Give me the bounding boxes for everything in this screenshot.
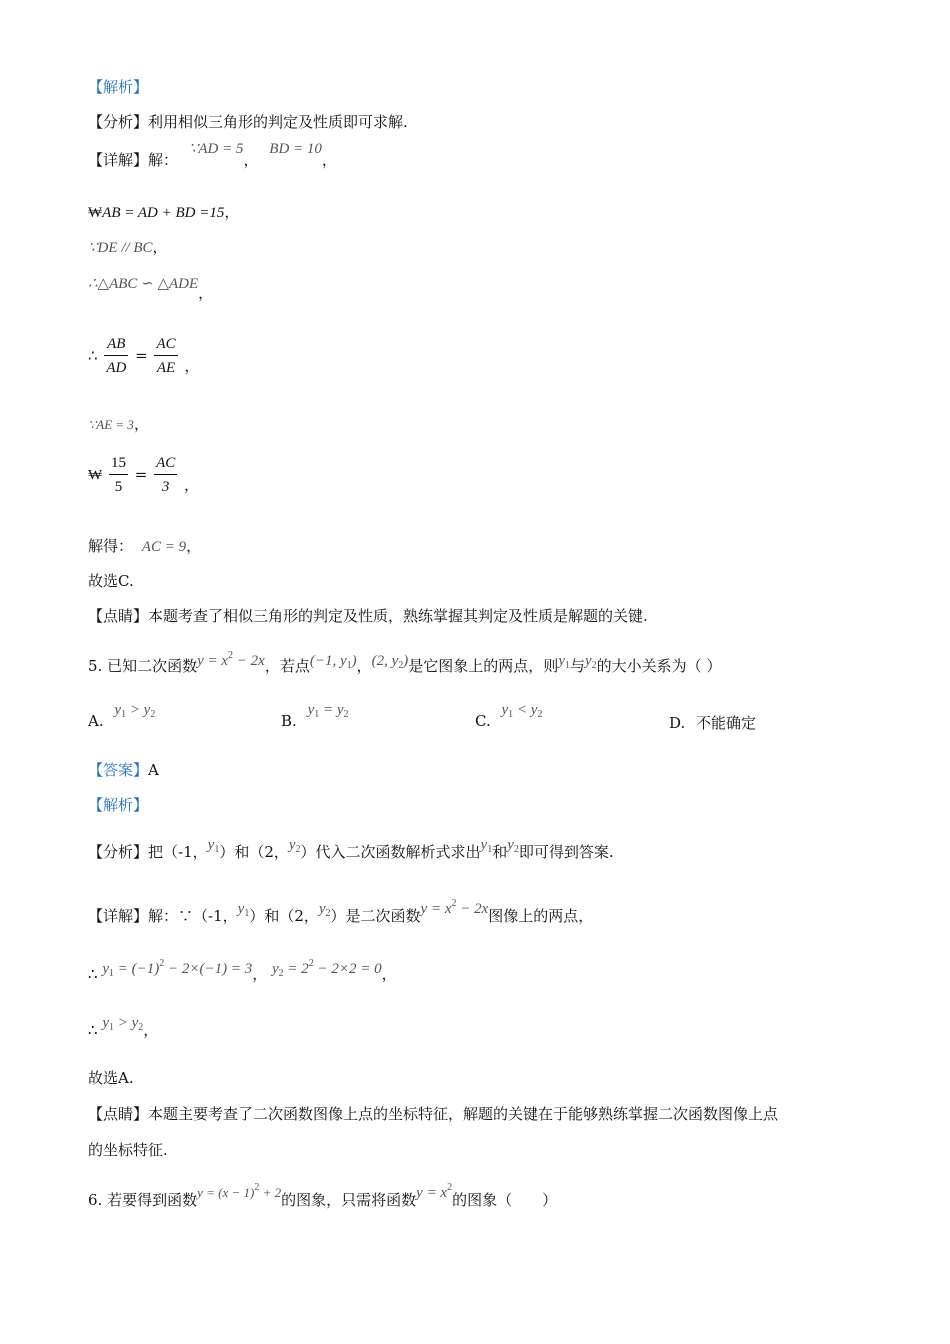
q5-fenxi-part1: 把（-1，: [148, 843, 208, 861]
q5-xiangjie-part2: ）和（2，: [249, 907, 319, 925]
step-ab: AB = AD + BD =15: [102, 205, 225, 221]
q5-fenxi-part5: 即可得到答案.: [518, 843, 614, 861]
dianjing-text: 本题考查了相似三角形的判定及性质，熟练掌握其判定及性质是解题的关键.: [148, 607, 648, 625]
option-d-text: 不能确定: [696, 714, 757, 732]
q6-stem-part3: 的图象（ ）: [452, 1191, 558, 1209]
q5-point1: (−1, $y_1$): [309, 653, 357, 671]
q5-option-d[interactable]: [669, 712, 756, 733]
q5-jiexi-heading: [88, 795, 148, 815]
step-parallel-line: ∵DE // BC，: [88, 238, 168, 256]
fenxi-line: [88, 112, 408, 132]
option-b-label: B.: [281, 712, 297, 730]
frac1-num: AB: [104, 333, 128, 356]
q5-fenxi-line: 【分析】把（-1，$y_1$）和（2，$y_2$）代入二次函数解析式求出$y_1$和$y_2$即可得到答案.: [88, 837, 614, 861]
option-c-math: $y_1 < y_2$: [501, 702, 543, 720]
option-a-label: A.: [88, 712, 104, 730]
option-d-label: D.: [669, 714, 686, 732]
q5-jiexi-tag: 【解析】: [88, 796, 149, 814]
frac2-num: AC: [154, 333, 177, 356]
choose-a: 故选A.: [88, 1069, 134, 1087]
q5-choose-line: [88, 1068, 134, 1088]
given-ae-line: ∵AE = 3，: [88, 415, 149, 433]
step-ab-line: ₩AB = AD + BD =15，: [88, 203, 240, 221]
q5-fenxi-part2: ）和（2，: [219, 843, 289, 861]
q5-option-c[interactable]: [475, 702, 543, 732]
q5-stem-part1: 已知二次函数: [107, 657, 198, 675]
q6-base-function: $y = x^2$: [416, 1182, 453, 1201]
q5-fenxi-part4: 和: [492, 843, 508, 861]
step-similar-line: ∴△ABC ∽ △ADE，: [88, 276, 214, 302]
solve-result: AC = 9: [141, 539, 187, 555]
q5-dianjing-line: [88, 1104, 778, 1124]
jiexi-tag: 【解析】: [88, 78, 149, 96]
y2-computation: $y_2 = 2^2 - 2\times 2 = 0$: [272, 958, 382, 979]
q5-y2: $y_2$: [585, 653, 597, 671]
numeric-ratio-line: ₩ $\frac{15}{5}$ = $\frac{AC}{3}$ ，: [88, 452, 199, 499]
q5-option-b[interactable]: [281, 702, 349, 732]
q6-stem-part1: 若要得到函数: [107, 1191, 198, 1209]
xiangjie-tag: 【详解】: [88, 151, 149, 169]
fraction-ac-3: [154, 452, 177, 499]
therefore-1: ∴: [88, 965, 98, 983]
choose-line: [88, 571, 134, 591]
solve-line: 解得： AC = 9，: [88, 537, 202, 555]
q5-fenxi-part3: ）代入二次函数解析式求出: [300, 843, 481, 861]
xiangjie-prefix: 解：: [148, 151, 179, 169]
fraction-ac-ae: [154, 333, 177, 380]
q5-point2: (2, $y_2$): [371, 653, 409, 671]
solve-prefix: 解得：: [88, 537, 134, 555]
xiangjie-line: 【详解】解： ∵AD = 5， BD = 10，: [88, 141, 337, 169]
frac1-den: AD: [106, 360, 127, 376]
q5-stem: 5. 已知二次函数$y = x^2 - 2x$，若点(−1, $y_1$)，(2, $y_2$)是它图象上的两点，则$y_1$与$y_2$的大小关系为（ ）: [88, 650, 722, 675]
given-ad: ∵AD = 5: [188, 141, 244, 157]
q5-dianjing-line2: [88, 1140, 168, 1160]
step-parallel: ∵DE // BC: [88, 240, 153, 256]
q6-target-function: $y = (x - 1)^2 + 2$: [197, 1182, 282, 1200]
choose-c: 故选C.: [88, 572, 134, 590]
fenxi-tag: 【分析】: [88, 113, 149, 131]
daan-tag: 【答案】: [88, 761, 149, 779]
q5-stem-part3: 是它图象上的两点，则: [408, 657, 559, 675]
q5-xiangjie-tag: 【详解】: [88, 907, 149, 925]
q5-function: $y = x^2 - 2x$: [197, 650, 265, 669]
given-bd: BD = 10: [269, 141, 322, 157]
q5-conclude-line: ∴ $y_1 > y_2$，: [88, 1015, 159, 1039]
q5-number: 5.: [88, 657, 103, 675]
option-a-math: $y_1 > y_2$: [114, 702, 156, 720]
q5-stem-part5: 的大小关系为（ ）: [596, 657, 722, 675]
ratio-line: ∴ $\frac{AB}{AD}$ = $\frac{AC}{AE}$ ，: [88, 333, 199, 380]
q5-xiangjie-line: 【详解】解：∵（-1，$y_1$）和（2，$y_2$）是二次函数$y = x^2 - 2x$图像上的两点，: [88, 898, 594, 925]
option-c-label: C.: [475, 712, 491, 730]
therefore-2: ∴: [88, 1021, 98, 1039]
frac2-den: AE: [156, 360, 176, 376]
dianjing-tag: 【点睛】: [88, 607, 149, 625]
q5-xiangjie-part4: 图像上的两点，: [488, 907, 594, 925]
q5-compute-line: ∴ $y_1 = (-1)^2 - 2\times(-1) = 3$， $y_2 = 2^2 - 2\times 2 = 0$，: [88, 958, 397, 983]
conclusion-math: $y_1 > y_2$: [102, 1015, 144, 1033]
q6-stem: [88, 1182, 558, 1211]
given-ae: ∵AE = 3: [88, 417, 134, 432]
fenxi-text: 利用相似三角形的判定及性质即可求解.: [148, 113, 408, 131]
q5-y1: $y_1$: [558, 653, 570, 671]
fraction-ab-ad: [104, 333, 128, 380]
q6-stem-part2: 的图象，只需将函数: [281, 1191, 417, 1209]
q5-stem-part4: 与: [569, 657, 585, 675]
dianjing-line: [88, 606, 648, 626]
q5-stem-part2: ，若点: [264, 657, 310, 675]
frac3-den: 5: [114, 479, 123, 495]
q5-option-a[interactable]: [88, 702, 156, 732]
daan-value: A: [148, 761, 159, 779]
q5-dianjing-text2: 的坐标特征.: [88, 1141, 168, 1159]
q5-fenxi-tag: 【分析】: [88, 843, 149, 861]
frac3-num: 15: [109, 452, 128, 475]
q5-dianjing-line1: 本题主要考查了二次函数图像上点的坐标特征，解题的关键在于能够熟练掌握二次函数图像上点: [148, 1105, 779, 1123]
frac4-num: AC: [154, 452, 177, 475]
q5-dianjing-tag: 【点睛】: [88, 1105, 149, 1123]
q5-answer-line: [88, 760, 159, 780]
jiexi-heading: [88, 77, 148, 97]
q5-xiangjie-part3: ）是二次函数: [330, 907, 421, 925]
step-similar: ∴△ABC ∽ △ADE: [88, 276, 199, 292]
q5-xiangjie-part1: 解：∵（-1，: [148, 907, 238, 925]
q6-number: 6.: [88, 1191, 103, 1209]
frac4-den: 3: [161, 479, 170, 495]
y1-computation: $y_1 = (-1)^2 - 2\times(-1) = 3$: [102, 958, 253, 979]
fraction-15-5: [109, 452, 128, 499]
option-b-math: $y_1 = y_2$: [307, 702, 349, 720]
